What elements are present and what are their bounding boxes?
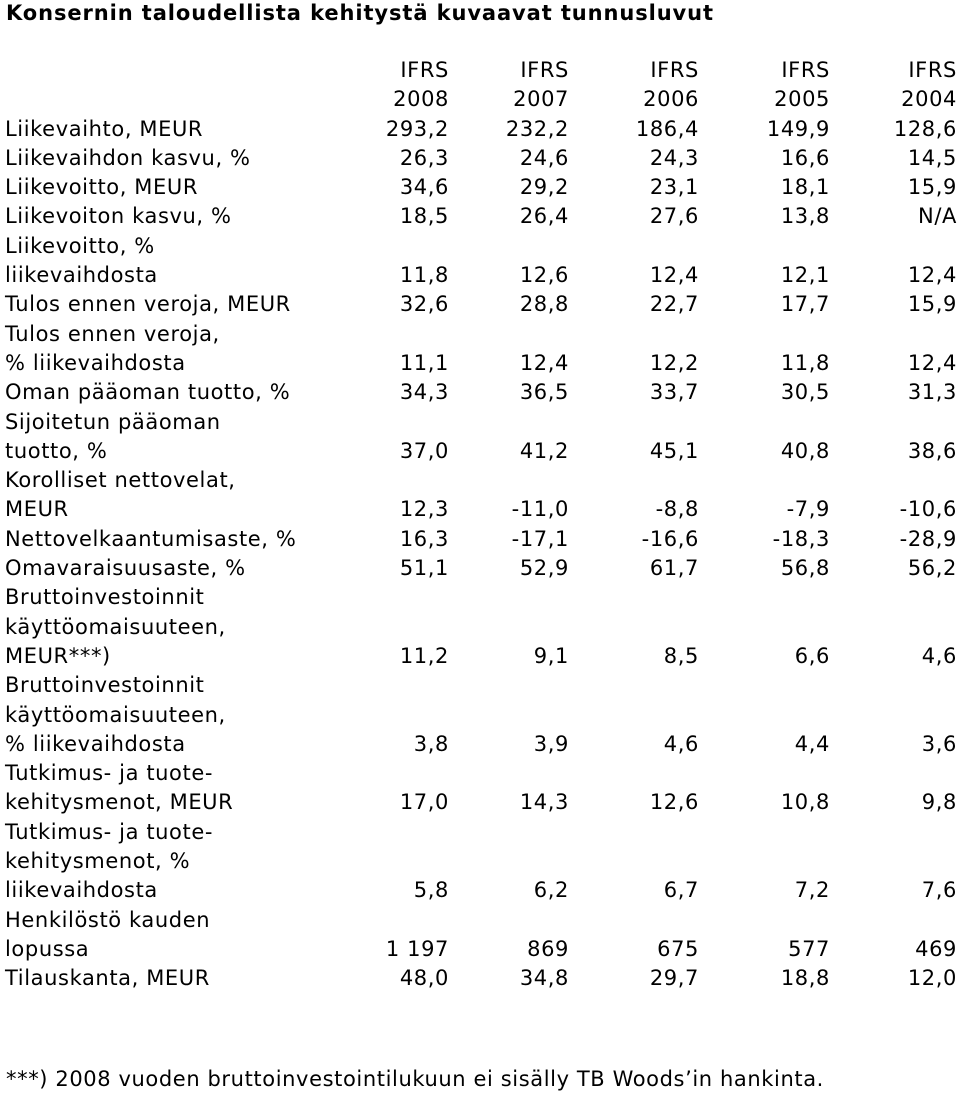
- value-cell: 27,6: [649, 204, 699, 229]
- value-cell: 14,5: [907, 145, 957, 170]
- value-cell: 61,7: [649, 556, 699, 581]
- value-cell: 51,1: [399, 556, 449, 581]
- value-cell: 12,4: [519, 350, 569, 375]
- row-label: Liikevoiton kasvu, %: [5, 204, 232, 229]
- value-cell: 9,1: [533, 643, 569, 668]
- value-cell: 45,1: [649, 438, 699, 463]
- row-label: Oman pääoman tuotto, %: [5, 380, 291, 405]
- table-row: [5, 232, 957, 291]
- value-cell: 232,2: [505, 116, 569, 141]
- header-label-cell: [5, 56, 353, 115]
- value-cell: 5,8: [413, 878, 449, 903]
- value-cell: 34,8: [519, 966, 569, 991]
- value-cell: 52,9: [519, 556, 569, 581]
- value-cell: 18,8: [780, 966, 830, 991]
- value-cell: 577: [788, 936, 830, 961]
- value-cell: 8,5: [663, 643, 699, 668]
- value-cell: 34,6: [399, 175, 449, 200]
- value-cell: N/A: [918, 204, 957, 229]
- value-cell: 48,0: [399, 966, 449, 991]
- value-cell: 11,8: [399, 263, 449, 288]
- value-cell: -11,0: [511, 497, 569, 522]
- value-cell: 149,9: [766, 116, 830, 141]
- row-label: Liikevaihdon kasvu, %: [5, 145, 251, 170]
- value-cell: 293,2: [385, 116, 449, 141]
- table-row: [5, 378, 957, 407]
- value-cell: 3,6: [921, 731, 957, 756]
- value-cell: 12,1: [780, 263, 830, 288]
- column-header: IFRS 2006: [643, 58, 699, 112]
- row-label: Liikevoitto, % liikevaihdosta: [5, 233, 158, 288]
- table-row: [5, 144, 957, 173]
- value-cell: 29,2: [519, 175, 569, 200]
- row-label: Liikevoitto, MEUR: [5, 175, 199, 200]
- value-cell: 12,3: [399, 497, 449, 522]
- value-cell: 56,8: [780, 556, 830, 581]
- value-cell: 24,6: [519, 145, 569, 170]
- value-cell: 12,4: [907, 350, 957, 375]
- value-cell: 12,4: [907, 263, 957, 288]
- value-cell: 31,3: [907, 380, 957, 405]
- table-row: [5, 320, 957, 379]
- value-cell: 36,5: [519, 380, 569, 405]
- value-cell: -7,9: [786, 497, 830, 522]
- value-cell: 9,8: [921, 790, 957, 815]
- value-cell: 869: [527, 936, 569, 961]
- value-cell: 1 197: [385, 936, 449, 961]
- value-cell: 23,1: [649, 175, 699, 200]
- value-cell: 12,0: [907, 966, 957, 991]
- table-row: [5, 554, 957, 583]
- value-cell: 32,6: [399, 292, 449, 317]
- table-header-row: [5, 56, 957, 115]
- value-cell: 186,4: [635, 116, 699, 141]
- row-label: Omavaraisuusaste, %: [5, 556, 246, 581]
- table-row: [5, 202, 957, 231]
- value-cell: 4,4: [794, 731, 830, 756]
- column-header: IFRS 2005: [774, 58, 830, 112]
- value-cell: 29,7: [649, 966, 699, 991]
- value-cell: 15,9: [907, 175, 957, 200]
- value-cell: 11,1: [399, 350, 449, 375]
- value-cell: 14,3: [519, 790, 569, 815]
- value-cell: -17,1: [511, 526, 569, 551]
- value-cell: 4,6: [663, 731, 699, 756]
- page-title: Konsernin taloudellista kehitystä kuvaavat tunnusluvut: [6, 1, 714, 25]
- table-row: [5, 964, 957, 993]
- value-cell: 7,6: [921, 878, 957, 903]
- table-row: [5, 583, 957, 671]
- column-header: IFRS 2004: [901, 58, 957, 112]
- value-cell: 4,6: [921, 643, 957, 668]
- value-cell: 15,9: [907, 292, 957, 317]
- column-header: IFRS 2007: [513, 58, 569, 112]
- row-label: Tulos ennen veroja, MEUR: [5, 292, 291, 317]
- row-label: Tulos ennen veroja, % liikevaihdosta: [5, 321, 220, 375]
- row-label: Henkilöstö kauden lopussa: [5, 907, 211, 961]
- value-cell: 3,9: [533, 731, 569, 756]
- value-cell: 34,3: [399, 380, 449, 405]
- value-cell: 6,6: [794, 643, 830, 668]
- value-cell: 16,3: [399, 526, 449, 551]
- row-label: Sijoitetun pääoman tuotto, %: [5, 409, 221, 463]
- row-label: Bruttoinvestoinnit käyttöomaisuuteen, % liikevaihdosta: [5, 673, 226, 756]
- row-label: Tutkimus- ja tuote- kehitysmenot, % liikevaihdosta: [5, 819, 214, 903]
- table-row: [5, 466, 957, 525]
- value-cell: 28,8: [519, 292, 569, 317]
- value-cell: 3,8: [413, 731, 449, 756]
- table-row: [5, 759, 957, 818]
- value-cell: 6,7: [663, 878, 699, 903]
- table-row: [5, 173, 957, 202]
- value-cell: 13,8: [780, 204, 830, 229]
- value-cell: 17,0: [399, 790, 449, 815]
- table-row: [5, 818, 957, 906]
- table-row: [5, 906, 957, 965]
- value-cell: 30,5: [780, 380, 830, 405]
- value-cell: 24,3: [649, 145, 699, 170]
- row-label: Bruttoinvestoinnit käyttöomaisuuteen, MEUR***): [5, 585, 226, 668]
- value-cell: 26,4: [519, 204, 569, 229]
- table-row: [5, 408, 957, 467]
- value-cell: 469: [915, 936, 957, 961]
- row-label: Tutkimus- ja tuote- kehitysmenot, MEUR: [5, 761, 234, 815]
- value-cell: 56,2: [907, 556, 957, 581]
- table-body: [5, 115, 957, 994]
- value-cell: -8,8: [655, 497, 699, 522]
- row-label: Liikevaihto, MEUR: [5, 116, 204, 141]
- table-row: [5, 525, 957, 554]
- row-label: Tilauskanta, MEUR: [5, 966, 210, 991]
- row-label: Nettovelkaantumisaste, %: [5, 526, 297, 551]
- value-cell: -16,6: [641, 526, 699, 551]
- value-cell: 17,7: [780, 292, 830, 317]
- footnote: ***) 2008 vuoden bruttoinvestointilukuun ei sisälly TB Woods’in hankinta.: [6, 1067, 824, 1091]
- key-figures-table: [5, 56, 957, 994]
- value-cell: -18,3: [772, 526, 830, 551]
- value-cell: 26,3: [399, 145, 449, 170]
- value-cell: 7,2: [794, 878, 830, 903]
- value-cell: 18,5: [399, 204, 449, 229]
- column-header: IFRS 2008: [393, 58, 449, 112]
- value-cell: 18,1: [780, 175, 830, 200]
- table-row: [5, 115, 957, 144]
- value-cell: 675: [657, 936, 699, 961]
- value-cell: 16,6: [780, 145, 830, 170]
- table-row: [5, 290, 957, 319]
- value-cell: 12,4: [649, 263, 699, 288]
- value-cell: 37,0: [399, 438, 449, 463]
- value-cell: 128,6: [893, 116, 957, 141]
- value-cell: 22,7: [649, 292, 699, 317]
- value-cell: 41,2: [519, 438, 569, 463]
- value-cell: 6,2: [533, 878, 569, 903]
- table-row: [5, 671, 957, 759]
- value-cell: 12,2: [649, 350, 699, 375]
- value-cell: 11,8: [780, 350, 830, 375]
- value-cell: 10,8: [780, 790, 830, 815]
- value-cell: 12,6: [519, 263, 569, 288]
- value-cell: -28,9: [899, 526, 957, 551]
- value-cell: -10,6: [899, 497, 957, 522]
- value-cell: 12,6: [649, 790, 699, 815]
- value-cell: 40,8: [780, 438, 830, 463]
- value-cell: 11,2: [399, 643, 449, 668]
- value-cell: 33,7: [649, 380, 699, 405]
- value-cell: 38,6: [907, 438, 957, 463]
- row-label: Korolliset nettovelat, MEUR: [5, 468, 236, 522]
